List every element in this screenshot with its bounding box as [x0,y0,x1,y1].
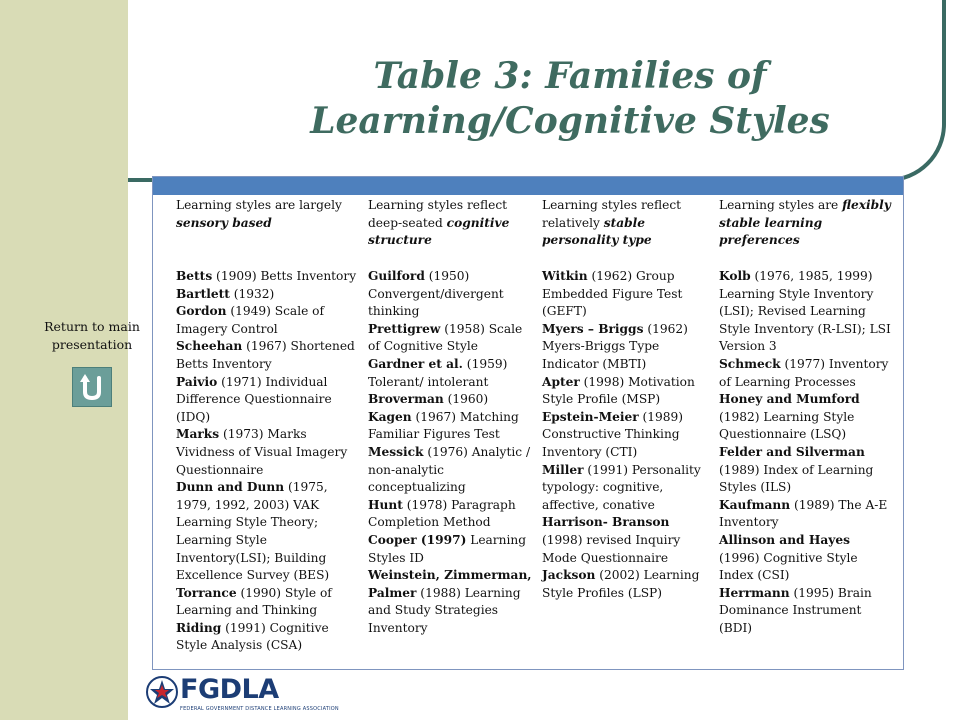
entry-author: Epstein-Meier [542,409,639,424]
entry-author: Paivio [176,374,218,389]
column-header [368,197,536,251]
entry-author: Broverman [368,392,444,407]
entry-author: Gardner et al. [368,356,463,371]
entry-author: Jackson [542,568,596,583]
column-header-text: flexibly stable learning preferences [719,198,891,248]
table-entry [542,321,712,374]
column-header-text: Learning styles are [719,198,843,212]
table-entry [176,479,361,585]
table-entry [542,514,712,567]
entry-author: Herrmann [719,585,790,600]
column-header [719,197,893,251]
entry-author: Dunn and Dunn [176,480,285,495]
entry-author: Allinson and Hayes [719,532,850,547]
table-column [368,197,536,637]
entry-detail: (1949) Scale of Imagery Control [176,304,325,336]
entry-detail: (1962) Myers-Briggs Type Indicator (MBTI) [542,321,688,371]
entry-detail: (1967) Matching Familiar Figures Test [368,409,519,442]
entry-author: Miller [542,462,584,477]
table-entry [368,356,536,391]
entry-detail: (1978) Paragraph Completion Method [368,497,516,530]
entry-detail: (1977) Inventory of Learning Processes [719,356,889,389]
entry-author: Hunt [368,497,403,512]
table-entry [542,462,712,515]
table-entry [719,532,893,585]
entry-author: Scheehan [176,339,243,354]
entry-detail: (1989) Constructive Thinking Inventory (CTI) [542,409,684,459]
entry-detail: (1962) Group Embedded Figure Test (GEFT) [542,269,683,319]
entry-detail: (1991) Personality typology: cognitive, affective, conative [542,462,701,512]
table-entry [719,497,893,532]
entry-detail: (1991) Cognitive Style Analysis (CSA) [176,620,329,653]
table-entry [368,391,536,409]
entry-author: Bartlett [176,286,230,301]
table-entry [542,268,712,321]
table-entry [719,268,893,356]
entry-detail: (1967) Shortened Betts Inventory [176,339,355,371]
entry-author: Apter [542,374,580,389]
table-column [176,197,361,655]
entry-detail: (1990) Style of Learning and Thinking [176,585,332,618]
entry-author: Honey and Mumford [719,392,860,407]
table-entry [542,374,712,409]
table-entry [176,338,361,373]
table-entry [176,268,361,286]
table-entry [719,356,893,391]
table-entry [368,567,536,637]
entry-detail: (1989) Index of Learning Styles (ILS) [719,462,874,495]
table-entry [719,444,893,497]
entry-author: Felder and Silverman [719,444,865,459]
entry-detail: (1975, 1979, 1992, 2003) VAK Learning Style Theory; Learning Style Inventory(LSI); Building Excellence Survey (BES) [176,480,330,583]
table-entry [176,303,361,338]
entry-detail: Learning Styles ID [368,532,527,565]
table-entry [176,286,361,304]
logo-subtitle: FEDERAL GOVERNMENT DISTANCE LEARNING ASSOCIATION [180,706,339,712]
table-column [719,197,893,637]
table-entry [176,374,361,427]
table-entry [368,409,536,444]
page-title-line-1: Table 3: Families of [373,55,767,97]
entry-author: Betts [176,269,213,283]
return-button[interactable] [72,367,112,407]
table-entry [542,567,712,602]
entry-detail: (1909) Betts Inventory [212,269,357,283]
entry-detail: (1988) Learning and Study Strategies Inventory [368,585,521,635]
entry-detail: (1959) Tolerant/ intolerant [368,356,508,389]
u-turn-arrow-icon [73,368,111,406]
table-entry [176,426,361,479]
table-entry [368,268,536,321]
table-column [542,197,712,602]
table-entry [368,532,536,567]
entry-author: Marks [176,427,220,442]
entry-author: Guilford [368,269,425,283]
page-title [180,54,960,144]
table-entry [719,585,893,638]
column-header-text: Learning styles reflect relatively [542,198,682,230]
entry-author: Schmeck [719,356,781,371]
entry-author: Kagen [368,409,412,424]
table-entry [368,444,536,497]
entry-detail: (1982) Learning Style Questionnaire (LSQ) [719,409,855,442]
entry-author: Cooper (1997) [368,532,467,547]
entry-detail: (1950) Convergent/divergent thinking [368,269,504,319]
entry-detail: (1998) Motivation Style Profile (MSP) [542,374,695,407]
return-to-main-link[interactable]: Return to main presentation [44,319,140,352]
column-header-text: Learning styles reflect deep-seated [368,198,508,230]
entry-detail: (1973) Marks Vividness of Visual Imagery Questionnaire [176,427,348,477]
entry-detail: (1989) The A-E Inventory [719,497,888,530]
entry-detail: (1998) revised Inquiry Mode Questionnaire [542,532,681,565]
table-header-bar [153,177,903,195]
entry-detail: (1958) Scale of Cognitive Style [368,321,523,354]
entry-detail: (1976, 1985, 1999) Learning Style Inventory (LSI); Revised Learning Style Inventory (R-LSI); LSI Version 3 [719,269,891,354]
column-header-text: Learning styles are largely [176,198,342,212]
entry-detail: (1960) [443,392,489,407]
entry-author: Harrison- Branson [542,515,670,530]
entry-author: Myers – Briggs [542,321,644,336]
column-header [176,197,361,251]
entry-detail: (1932) [229,286,275,301]
entry-detail: (1976) Analytic / non-analytic conceptualizing [368,444,531,495]
entry-author: Witkin [542,269,588,283]
entry-author: Kaufmann [719,497,791,512]
entry-author: Torrance [176,585,237,600]
star-emblem-icon [146,676,178,708]
entry-author: Messick [368,444,424,459]
table-entry [368,321,536,356]
table-entry [368,497,536,532]
left-decorative-band [0,0,128,720]
column-header-text: stable personality type [542,215,652,248]
learning-styles-table [152,176,904,670]
entry-author: Weinstein, Zimmerman, Palmer [368,568,532,600]
entry-detail: (1971) Individual Difference Questionnaire (IDQ) [176,374,332,424]
entry-author: Riding [176,620,222,635]
entry-detail: (2002) Learning Style Profiles (LSP) [542,568,700,600]
column-header-text: cognitive structure [368,215,510,248]
column-header [542,197,712,251]
entry-author: Gordon [176,304,227,319]
logo-wordmark: FGDLA [180,674,279,705]
page-title-line-2: Learning/Cognitive Styles [310,100,830,142]
table-entry [542,409,712,462]
entry-detail: (1996) Cognitive Style Index (CSI) [719,550,858,583]
column-header-text: sensory based [176,215,272,230]
table-entry [719,391,893,444]
entry-author: Kolb [719,269,751,283]
entry-author: Prettigrew [368,321,441,336]
table-entry [176,585,361,620]
table-entry [176,620,361,655]
entry-detail: (1995) Brain Dominance Instrument (BDI) [719,585,872,635]
fgdla-logo [146,674,339,714]
